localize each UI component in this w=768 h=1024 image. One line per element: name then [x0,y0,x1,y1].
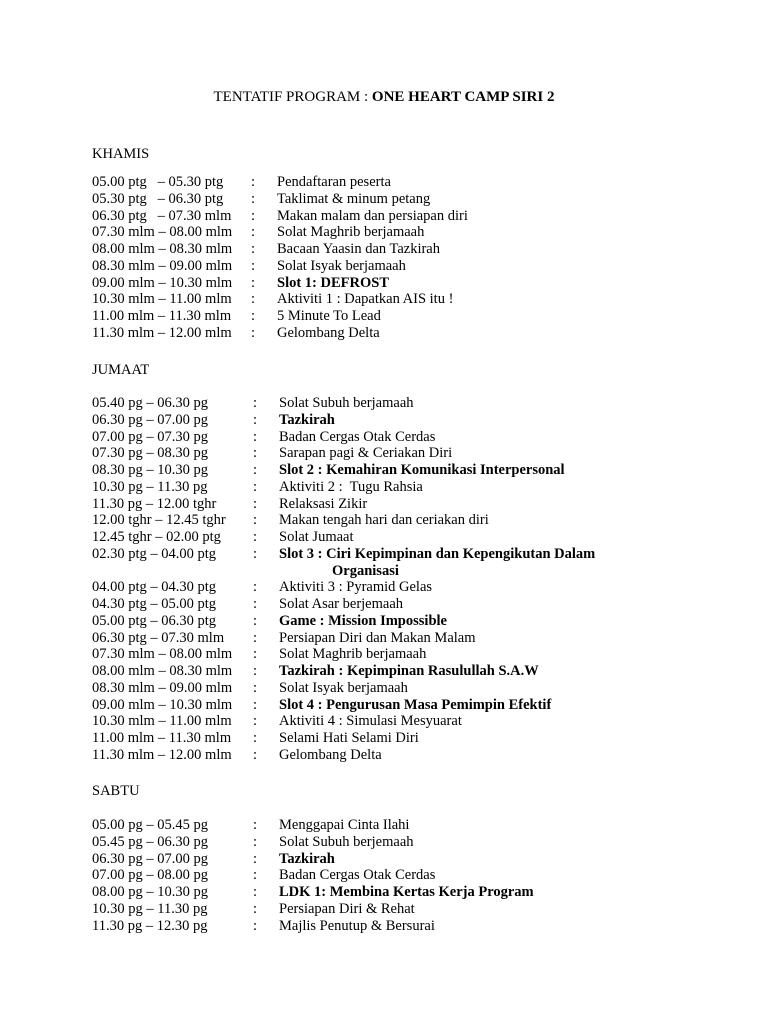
schedule-row [92,445,732,462]
separator-colon: : [253,850,258,867]
separator-colon: : [251,190,256,207]
time-range: 05.30 ptg – 06.30 ptg [92,190,224,207]
activity-text: Persiapan Diri dan Makan Malam [279,629,476,646]
time-range: 10.30 mlm – 11.00 mlm [92,291,232,308]
time-range: 09.00 mlm – 10.30 mlm [92,274,233,291]
separator-colon: : [253,579,258,596]
schedule-row [92,663,732,680]
time-range: 05.40 pg – 06.30 pg [92,395,208,411]
schedule-row [92,191,732,208]
time-range: 08.30 mlm – 09.00 mlm [92,679,233,696]
separator-colon: : [253,746,258,763]
separator-colon: : [253,512,258,529]
activity [279,747,382,764]
activity-text: Badan Cergas Otak Cerdas [279,867,436,884]
activity [279,697,551,714]
activity-text: Slot 3 : Ciri Kepimpinan dan Kepengikutan Dalam [279,545,596,562]
activity-text: Makan malam dan persiapan diri [277,207,468,224]
separator-colon: : [253,612,258,629]
separator-colon: : [253,629,258,646]
activity [279,817,409,834]
activity [279,512,489,529]
schedule-row [92,867,732,884]
separator-colon: : [253,545,258,562]
schedule-row [92,412,732,429]
activity [279,867,435,884]
schedule-row [92,646,732,663]
separator-colon: : [251,257,256,274]
time-range: 06.30 ptg – 07.30 mlm [92,207,232,224]
separator-colon: : [253,478,258,495]
activity [279,579,432,596]
schedule-row [92,291,732,308]
activity [279,851,335,868]
schedule-row [92,697,732,714]
time-range: 06.30 pg – 07.00 pg [92,411,208,428]
activity-text: Menggapai Cinta Ilahi [279,817,410,833]
activity-text: Aktiviti 1 : Dapatkan AIS itu ! [277,291,454,308]
activity-text-continuation: Organisasi [332,562,399,579]
page-title [0,88,768,106]
schedule-row [92,258,732,275]
time-range: 11.00 mlm – 11.30 mlm [92,730,232,746]
title-program-name: ONE HEART CAMP SIRI 2 [371,89,555,105]
separator-colon: : [253,529,258,545]
activity-text: LDK 1: Membina Kertas Kerja Program [279,884,534,900]
activity-text: Selami Hati Selami Diri [279,730,419,746]
activity [277,191,430,208]
schedule-row [92,579,732,596]
activity-text: Tazkirah : Kepimpinan Rasulullah S.A.W [279,663,539,679]
separator-colon: : [251,291,256,308]
time-range: 08.00 mlm – 08.30 mlm [92,663,233,679]
schedule-khamis [92,174,732,342]
schedule-row [92,851,732,868]
activity-text: Solat Isyak berjamaah [279,679,408,696]
time-range: 08.30 pg – 10.30 pg [92,462,208,478]
activity [277,174,391,191]
schedule-row [92,834,732,851]
schedule-jumaat [92,395,732,764]
schedule-row [92,496,732,513]
activity-text: Aktiviti 2 : Tugu Rahsia [279,478,423,495]
separator-colon: : [253,411,258,428]
activity [279,630,476,647]
schedule-row [92,680,732,697]
time-range: 08.00 mlm – 08.30 mlm [92,241,233,257]
activity-text: Aktiviti 3 : Pyramid Gelas [279,579,433,596]
activity-text: Solat Isyak berjamaah [277,257,406,274]
activity-text: Solat Asar berjemaah [279,596,404,612]
activity [277,224,424,241]
schedule-row [92,529,732,546]
activity [279,730,419,747]
schedule-row [92,596,732,613]
time-range: 05.00 pg – 05.45 pg [92,817,208,833]
activity [279,663,539,680]
schedule-row [92,224,732,241]
activity [279,479,423,496]
schedule-row [92,817,732,834]
schedule-row [92,241,732,258]
time-range: 08.00 pg – 10.30 pg [92,884,208,900]
activity-text: 5 Minute To Lead [277,308,381,324]
separator-colon: : [253,817,258,833]
activity-text: Game : Mission Impossible [279,612,447,629]
day-heading-sabtu: SABTU [92,783,140,799]
schedule-row [92,308,732,325]
activity [279,429,435,446]
day-heading-khamis: KHAMIS [92,146,150,162]
time-range: 05.45 pg – 06.30 pg [92,833,208,850]
separator-colon: : [253,679,258,696]
activity-text: Relaksasi Zikir [279,495,368,512]
time-range: 04.00 ptg – 04.30 ptg [92,579,217,596]
separator-colon: : [251,207,256,224]
separator-colon: : [253,713,258,730]
activity [279,496,367,513]
activity-text: Aktiviti 4 : Simulasi Mesyuarat [279,713,462,730]
separator-colon: : [251,241,256,257]
activity-text: Slot 4 : Pengurusan Masa Pemimpin Efektif [279,696,552,713]
separator-colon: : [253,495,258,512]
activity-text: Solat Subuh berjemaah [279,833,414,850]
time-range: 11.30 mlm – 12.00 mlm [92,746,232,763]
schedule-row [92,208,732,225]
schedule-row [92,174,732,191]
activity [279,918,435,935]
separator-colon: : [253,428,258,445]
time-range: 06.30 ptg – 07.30 mlm [92,629,225,646]
activity-text: Pendaftaran peserta [277,174,391,190]
separator-colon: : [253,833,258,850]
schedule-row [92,479,732,496]
activity [279,596,403,613]
time-range: 07.30 pg – 08.30 pg [92,445,208,462]
time-range: 10.30 pg – 11.30 pg [92,478,208,495]
activity [279,412,335,429]
activity-text: Bacaan Yaasin dan Tazkirah [277,241,440,257]
activity-text: Sarapan pagi & Ceriakan Diri [279,445,453,462]
schedule-row [92,395,732,412]
day-heading-jumaat: JUMAAT [92,362,150,378]
time-range: 02.30 ptg – 04.00 ptg [92,545,217,562]
activity-text: Solat Maghrib berjamaah [279,646,427,663]
time-range: 07.00 pg – 08.00 pg [92,867,208,884]
activity-text: Makan tengah hari dan ceriakan diri [279,512,489,529]
schedule-row [92,901,732,918]
activity [277,325,380,342]
separator-colon: : [251,274,256,291]
activity-text: Solat Maghrib berjamaah [277,224,425,241]
activity [279,713,462,730]
time-range: 07.30 mlm – 08.00 mlm [92,224,233,241]
activity-text: Gelombang Delta [277,324,380,341]
activity-text: Tazkirah [279,411,335,428]
schedule-row [92,512,732,529]
time-range: 07.30 mlm – 08.00 mlm [92,646,233,663]
activity [279,462,565,479]
separator-colon: : [251,174,256,190]
time-range: 07.00 pg – 07.30 pg [92,428,208,445]
schedule-row [92,747,732,764]
activity [279,680,408,697]
schedule-row [92,275,732,292]
activity-text: Tazkirah [279,850,335,867]
separator-colon: : [253,395,258,411]
time-range: 11.30 pg – 12.30 pg [92,917,208,934]
activity-text: Slot 2 : Kemahiran Komunikasi Interpersonal [279,462,565,478]
activity-text: Slot 1: DEFROST [277,274,389,291]
separator-colon: : [253,730,258,746]
activity [279,646,426,663]
time-range: 11.00 mlm – 11.30 mlm [92,308,232,324]
schedule-row [92,730,732,747]
separator-colon: : [251,308,256,324]
activity-text: Persiapan Diri & Rehat [279,900,415,917]
activity [277,258,406,275]
schedule-row [92,918,732,935]
activity [277,308,381,325]
time-range: 10.30 pg – 11.30 pg [92,900,208,917]
schedule-row [92,613,732,630]
separator-colon: : [253,917,258,934]
time-range: 12.45 tghr – 02.00 ptg [92,529,221,545]
activity-text: Badan Cergas Otak Cerdas [279,428,436,445]
time-range: 08.30 mlm – 09.00 mlm [92,257,233,274]
activity [277,208,468,225]
activity [279,884,534,901]
separator-colon: : [253,884,258,900]
activity [277,275,389,292]
separator-colon: : [253,596,258,612]
activity-text: Taklimat & minum petang [277,190,431,207]
schedule-row [92,429,732,446]
schedule-row [92,325,732,342]
time-range: 09.00 mlm – 10.30 mlm [92,696,233,713]
activity [279,529,354,546]
separator-colon: : [253,462,258,478]
time-range: 11.30 pg – 12.00 tghr [92,495,217,512]
schedule-row [92,462,732,479]
activity [277,291,453,308]
separator-colon: : [253,696,258,713]
activity [279,613,447,630]
time-range: 06.30 pg – 07.00 pg [92,850,208,867]
time-range: 11.30 mlm – 12.00 mlm [92,324,232,341]
separator-colon: : [253,867,258,884]
separator-colon: : [253,445,258,462]
activity [279,445,452,462]
separator-colon: : [251,224,256,241]
activity-text: Solat Jumaat [279,529,354,545]
schedule-sabtu [92,817,732,934]
schedule-row [92,546,732,580]
activity [277,241,440,258]
separator-colon: : [253,663,258,679]
schedule-row [92,630,732,647]
activity [279,546,595,580]
activity-text: Gelombang Delta [279,746,382,763]
time-range: 05.00 ptg – 06.30 ptg [92,612,217,629]
time-range: 05.00 ptg – 05.30 ptg [92,174,224,190]
time-range: 10.30 mlm – 11.00 mlm [92,713,232,730]
activity [279,395,414,412]
activity [279,901,415,918]
separator-colon: : [253,646,258,663]
activity-text: Solat Subuh berjamaah [279,395,414,411]
schedule-row [92,884,732,901]
activity [279,834,414,851]
activity-text: Majlis Penutup & Bersurai [279,917,435,934]
time-range: 12.00 tghr – 12.45 tghr [92,512,226,529]
title-prefix: TENTATIF PROGRAM : [213,89,372,105]
schedule-row [92,713,732,730]
separator-colon: : [251,324,256,341]
time-range: 04.30 ptg – 05.00 ptg [92,596,217,612]
separator-colon: : [253,900,258,917]
